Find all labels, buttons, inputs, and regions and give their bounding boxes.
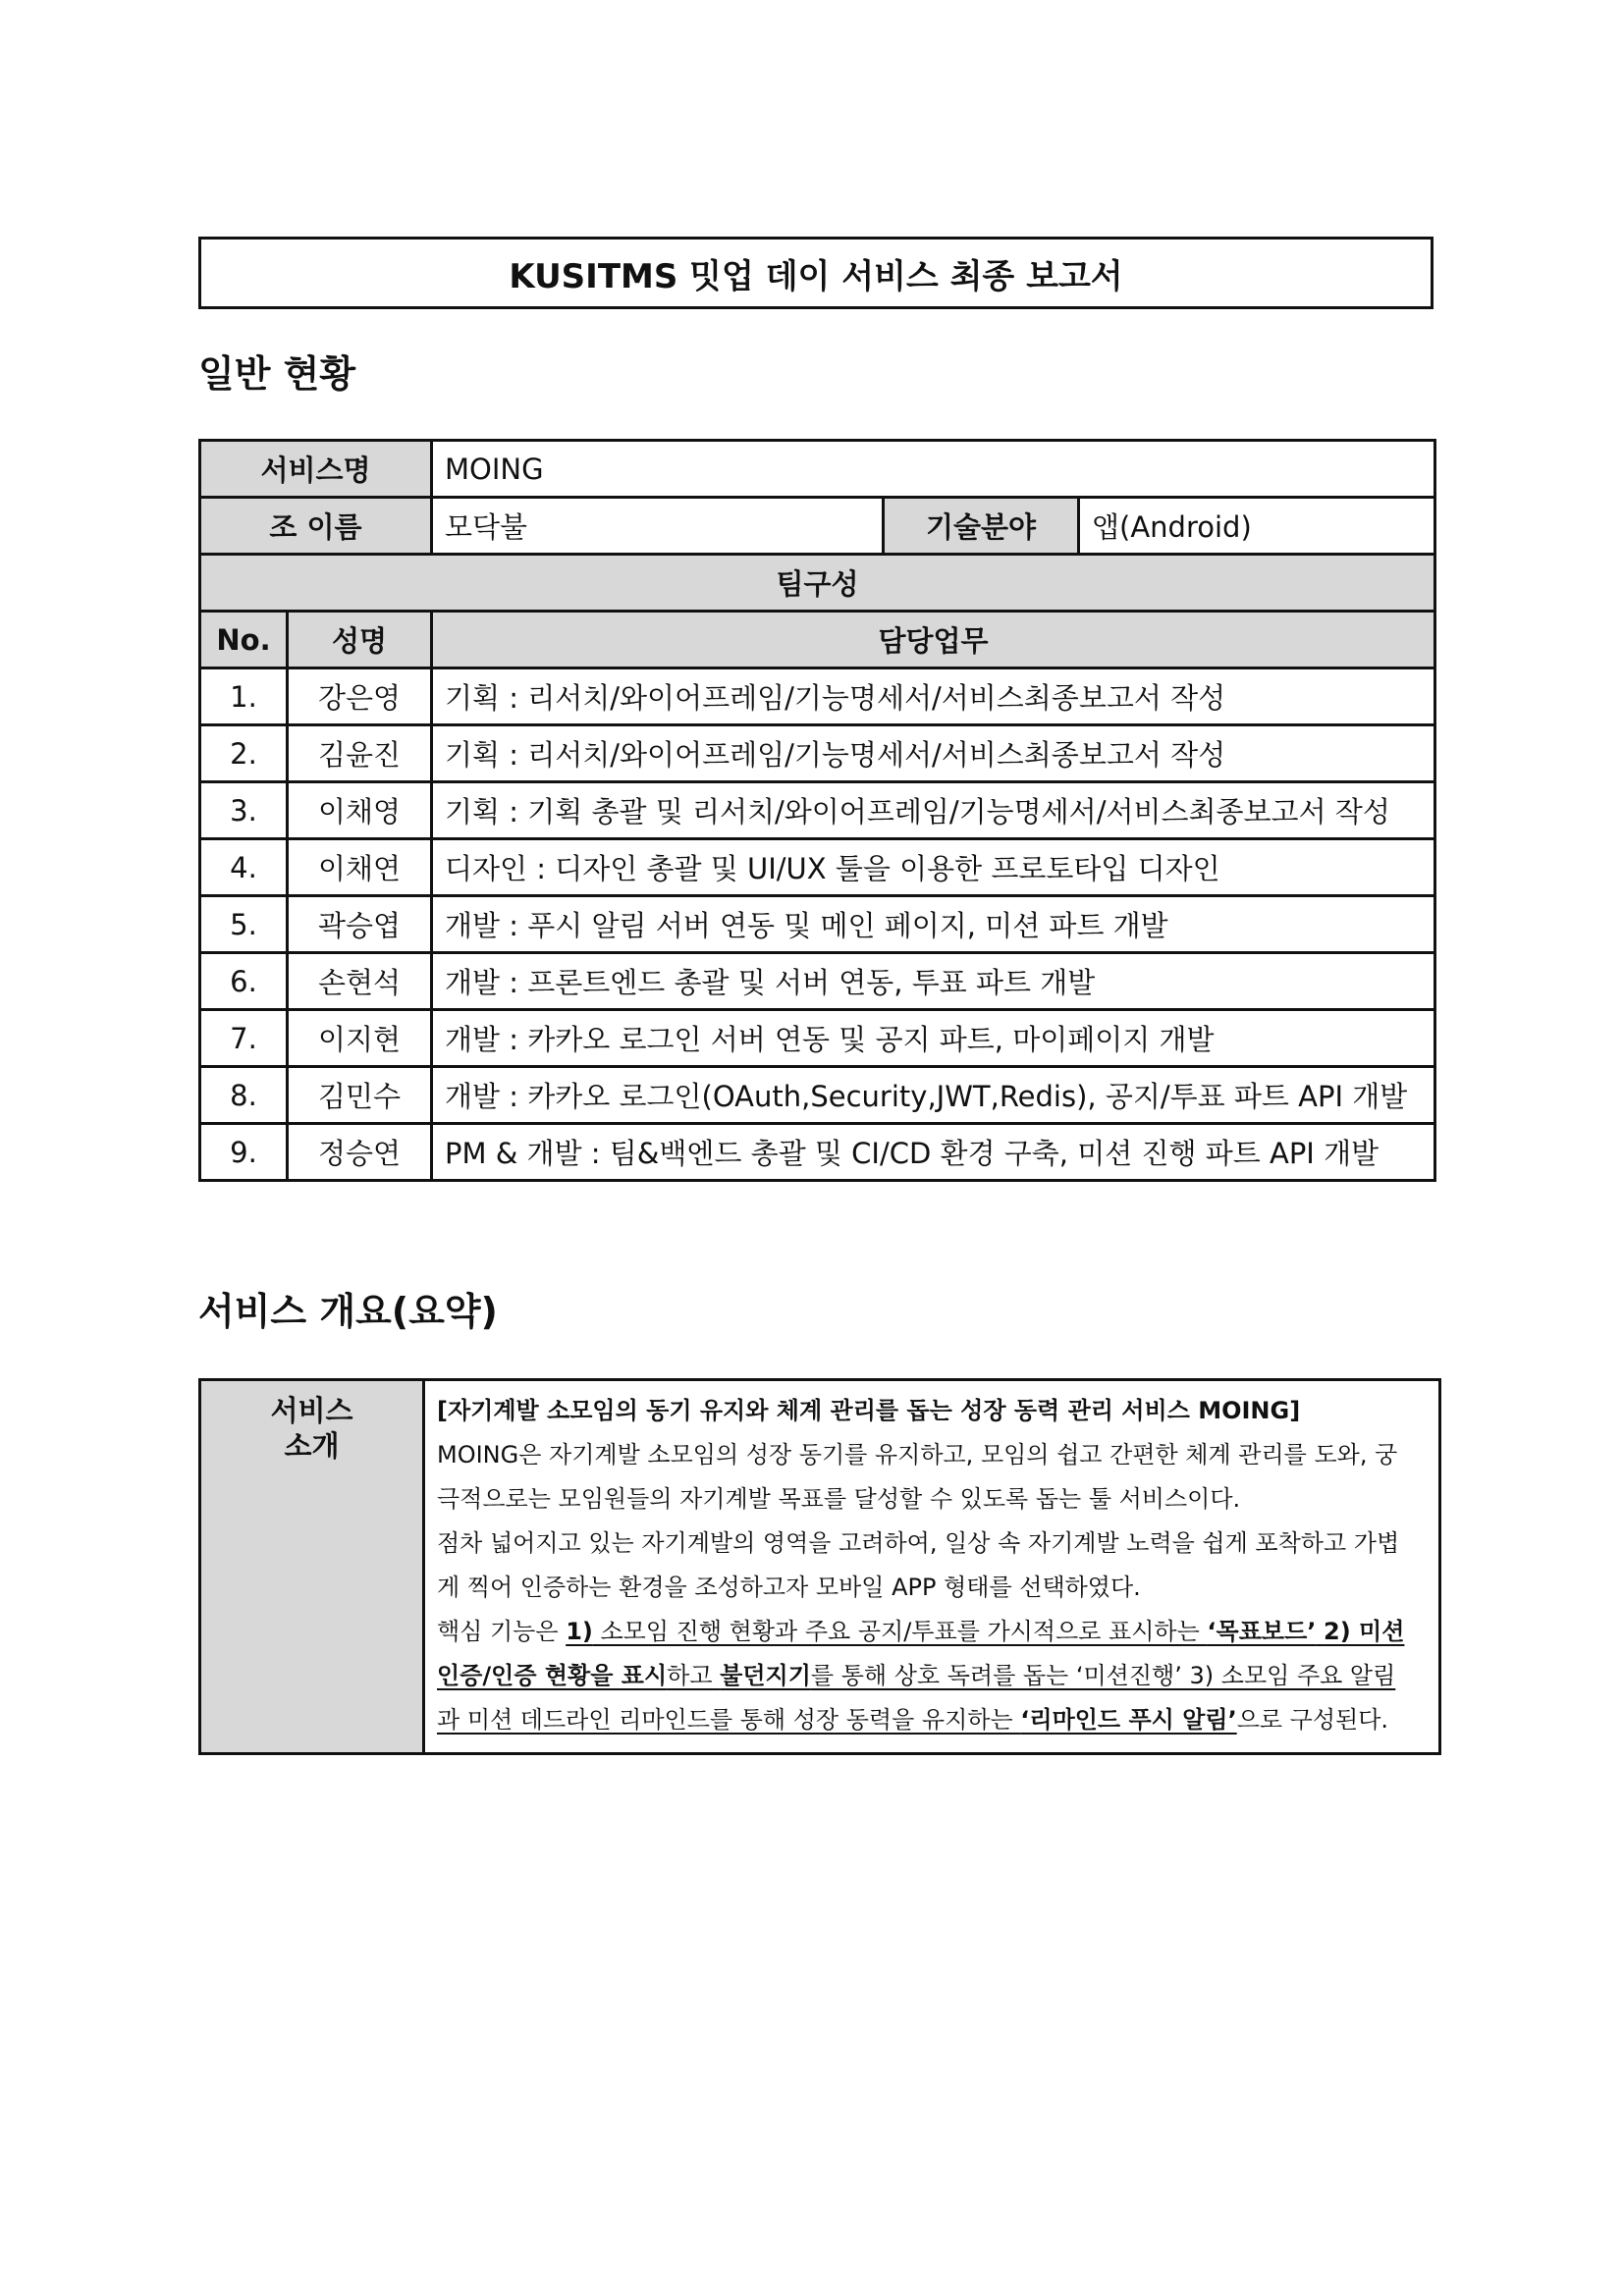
column-header-row (200, 612, 1435, 668)
summary-headline: [자기계발 소모임의 동기 유지와 체계 관리를 돕는 성장 동력 관리 서비스 MOING] (437, 1397, 1301, 1424)
summary-core-line-2 (437, 1654, 1427, 1698)
team-composition-header: 팀구성 (200, 555, 1435, 612)
tech-field-value: 앱(Android) (1079, 498, 1435, 555)
member-row (200, 725, 1435, 782)
member-name: 곽승엽 (288, 896, 432, 953)
summary-text: 핵심 기능은 (437, 1618, 567, 1645)
section-title-summary: 서비스 개요(요약) (198, 1290, 498, 1333)
member-no: 1. (200, 668, 288, 725)
member-row (200, 839, 1435, 896)
tech-field-label: 기술분야 (884, 498, 1079, 555)
member-no: 8. (200, 1067, 288, 1124)
member-role: 디자인 : 디자인 총괄 및 UI/UX 툴을 이용한 프로토타입 디자인 (432, 839, 1435, 896)
member-role: 개발 : 카카오 로그인 서버 연동 및 공지 파트, 마이페이지 개발 (432, 1010, 1435, 1067)
summary-text: 를 통해 상호 독려를 돕는 ‘미션진행’ 3) 소모임 주요 알림 (810, 1662, 1396, 1689)
team-name-row (200, 498, 1435, 555)
summary-core-line-1 (437, 1610, 1427, 1654)
member-row (200, 896, 1435, 953)
member-name: 정승연 (288, 1124, 432, 1181)
member-row (200, 953, 1435, 1010)
summary-bold: 2) 미션 (1324, 1618, 1405, 1645)
section-title-general: 일반 현황 (198, 352, 356, 396)
service-intro-body (424, 1380, 1440, 1754)
summary-line: 점차 넓어지고 있는 자기계발의 영역을 고려하여, 일상 속 자기계발 노력을 쉽게 포착하고 가볍 (437, 1529, 1400, 1557)
member-role: 개발 : 푸시 알림 서버 연동 및 메인 페이지, 미션 파트 개발 (432, 896, 1435, 953)
service-summary-table (198, 1378, 1441, 1755)
member-row (200, 668, 1435, 725)
member-no: 9. (200, 1124, 288, 1181)
summary-bold: ‘리마인드 푸시 알림’ (1020, 1706, 1237, 1734)
service-name-value: MOING (432, 441, 1435, 498)
member-role: 기획 : 리서치/와이어프레임/기능명세서/서비스최종보고서 작성 (432, 668, 1435, 725)
member-name: 이지현 (288, 1010, 432, 1067)
summary-core-line-3 (437, 1698, 1427, 1742)
col-header-role: 담당업무 (432, 612, 1435, 668)
member-role: 개발 : 카카오 로그인(OAuth,Security,JWT,Redis), 공지/투표 파트 API 개발 (432, 1067, 1435, 1124)
summary-text: 과 미션 데드라인 리마인드를 통해 성장 동력을 유지하는 (437, 1706, 1021, 1734)
summary-bold: 불던지기 (720, 1662, 811, 1689)
summary-underlined (437, 1706, 1237, 1734)
member-name: 강은영 (288, 668, 432, 725)
summary-line: 게 찍어 인증하는 환경을 조성하고자 모바일 APP 형태를 선택하였다. (437, 1574, 1141, 1601)
member-no: 5. (200, 896, 288, 953)
summary-line: MOING은 자기계발 소모임의 성장 동기를 유지하고, 모임의 쉽고 간편한 체계 관리를 도와, 궁 (437, 1441, 1398, 1468)
member-name: 손현석 (288, 953, 432, 1010)
member-name: 김민수 (288, 1067, 432, 1124)
team-name-value: 모닥불 (432, 498, 884, 555)
member-no: 7. (200, 1010, 288, 1067)
member-name: 이채연 (288, 839, 432, 896)
report-title: KUSITMS 밋업 데이 서비스 최종 보고서 (198, 237, 1434, 309)
member-row (200, 782, 1435, 839)
team-header-row (200, 555, 1435, 612)
summary-bold: ‘목표보드’ (1207, 1618, 1317, 1645)
service-name-label: 서비스명 (200, 441, 432, 498)
member-no: 3. (200, 782, 288, 839)
member-role: 기획 : 기획 총괄 및 리서치/와이어프레임/기능명세서/서비스최종보고서 작성 (432, 782, 1435, 839)
general-status-table (198, 439, 1436, 1182)
member-no: 2. (200, 725, 288, 782)
member-row (200, 1067, 1435, 1124)
summary-bold: 1) (566, 1618, 593, 1645)
member-role: 개발 : 프론트엔드 총괄 및 서버 연동, 투표 파트 개발 (432, 953, 1435, 1010)
member-row (200, 1010, 1435, 1067)
summary-text: 소모임 진행 현황과 주요 공지/투표를 가시적으로 표시하는 (592, 1618, 1208, 1645)
service-name-row (200, 441, 1435, 498)
member-role: 기획 : 리서치/와이어프레임/기능명세서/서비스최종보고서 작성 (432, 725, 1435, 782)
team-name-label: 조 이름 (200, 498, 432, 555)
col-header-no: No. (200, 612, 288, 668)
member-row (200, 1124, 1435, 1181)
member-name: 김윤진 (288, 725, 432, 782)
member-no: 4. (200, 839, 288, 896)
summary-bold: 인증/인증 현황을 표시 (437, 1662, 668, 1689)
summary-text: 으로 구성된다. (1236, 1706, 1389, 1734)
summary-underlined (566, 1618, 1404, 1645)
col-header-name: 성명 (288, 612, 432, 668)
summary-line: 극적으로는 모임원들의 자기계발 목표를 달성할 수 있도록 돕는 툴 서비스이다. (437, 1485, 1241, 1513)
member-no: 6. (200, 953, 288, 1010)
summary-text: 하고 (667, 1662, 721, 1689)
member-name: 이채영 (288, 782, 432, 839)
summary-text (1316, 1618, 1324, 1645)
service-intro-label: 서비스 소개 (200, 1380, 424, 1754)
member-role: PM & 개발 : 팀&백엔드 총괄 및 CI/CD 환경 구축, 미션 진행 파트 API 개발 (432, 1124, 1435, 1181)
